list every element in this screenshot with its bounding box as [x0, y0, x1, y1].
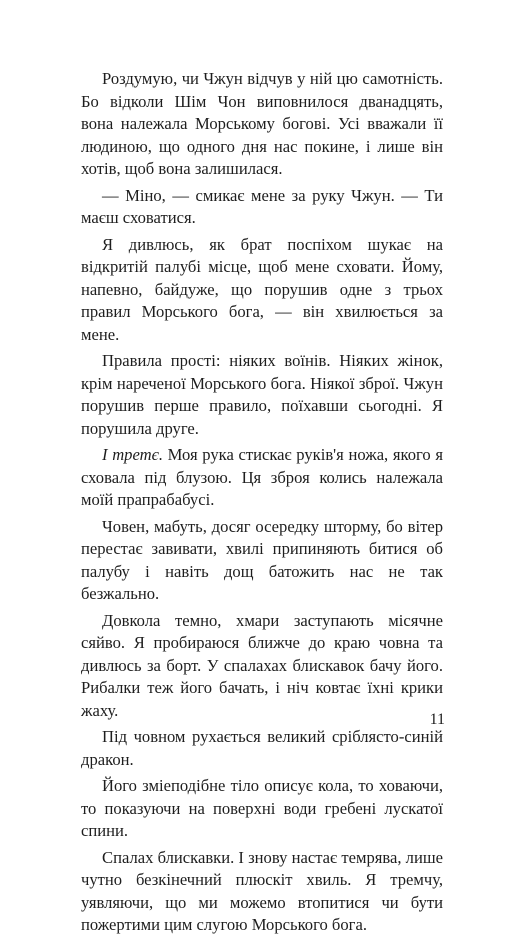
paragraph-10: Спалах блискавки. І знову настає темрява, лише чутно безкінечний плюскіт хвиль. Я тремчу, уявляючи, що ми можемо втопитися чи бути пожертими цим слугою Морського бога. — [81, 847, 443, 934]
paragraph-1: Роздумую, чи Чжун відчув у ній цю самотність. Бо відколи Шім Чон виповнилося дванадцять, вона належала Морському богові. Усі вважали її людиною, що одного дня нас покине, і лише він хотів, щоб вона залишилася. — [81, 69, 443, 178]
paragraph-5 — [81, 444, 443, 512]
paragraph-5-text: Моя рука стискає руків'я ножа, якого я сховала під блузою. Ця зброя колись належала моїй прапрабабусі. — [81, 445, 444, 509]
paragraph-5-italic-lead: І третє. — [102, 445, 163, 464]
paragraph-8: Під човном рухається великий сріблясто-синій дракон. — [81, 727, 443, 769]
paragraph-4: Правила прості: ніяких воїнів. Ніяких жінок, крім нареченої Морського бога. Ніякої зброї. Чжун порушив перше правило, поїхавши сьогодні. Я порушила друге. — [81, 351, 443, 438]
paragraph-2: — Міно, — смикає мене за руку Чжун. — Ти маєш сховатися. — [81, 185, 443, 227]
paragraph-9: Його зміеподібне тіло описує кола, то ховаючи, то показуючи на поверхні води гребені лускатої спини. — [81, 776, 443, 840]
paragraph-3: Я дивлюсь, як брат поспіхом шукає на відкритій палубі місце, щоб мене сховати. Йому, напевно, байдуже, що порушив одне з трьох правил Морського бога, — він хвилюється за мене. — [81, 234, 443, 344]
paragraph-7: Довкола темно, хмари заступають місячне сяйво. Я пробираюся ближче до краю човна та дивлюсь за борт. У спалахах блискавок бачу його. Рибалки теж його бачать, і ніч ковтає їхні крики жаху. — [81, 610, 443, 720]
body-text — [81, 68, 443, 937]
paragraph-6: Човен, мабуть, досяг осередку шторму, бо вітер перестає завивати, хвилі припиняють битися об палубу і навіть дощ батожить нас не так безжально. — [81, 516, 443, 603]
page-number: 11 — [429, 711, 445, 728]
